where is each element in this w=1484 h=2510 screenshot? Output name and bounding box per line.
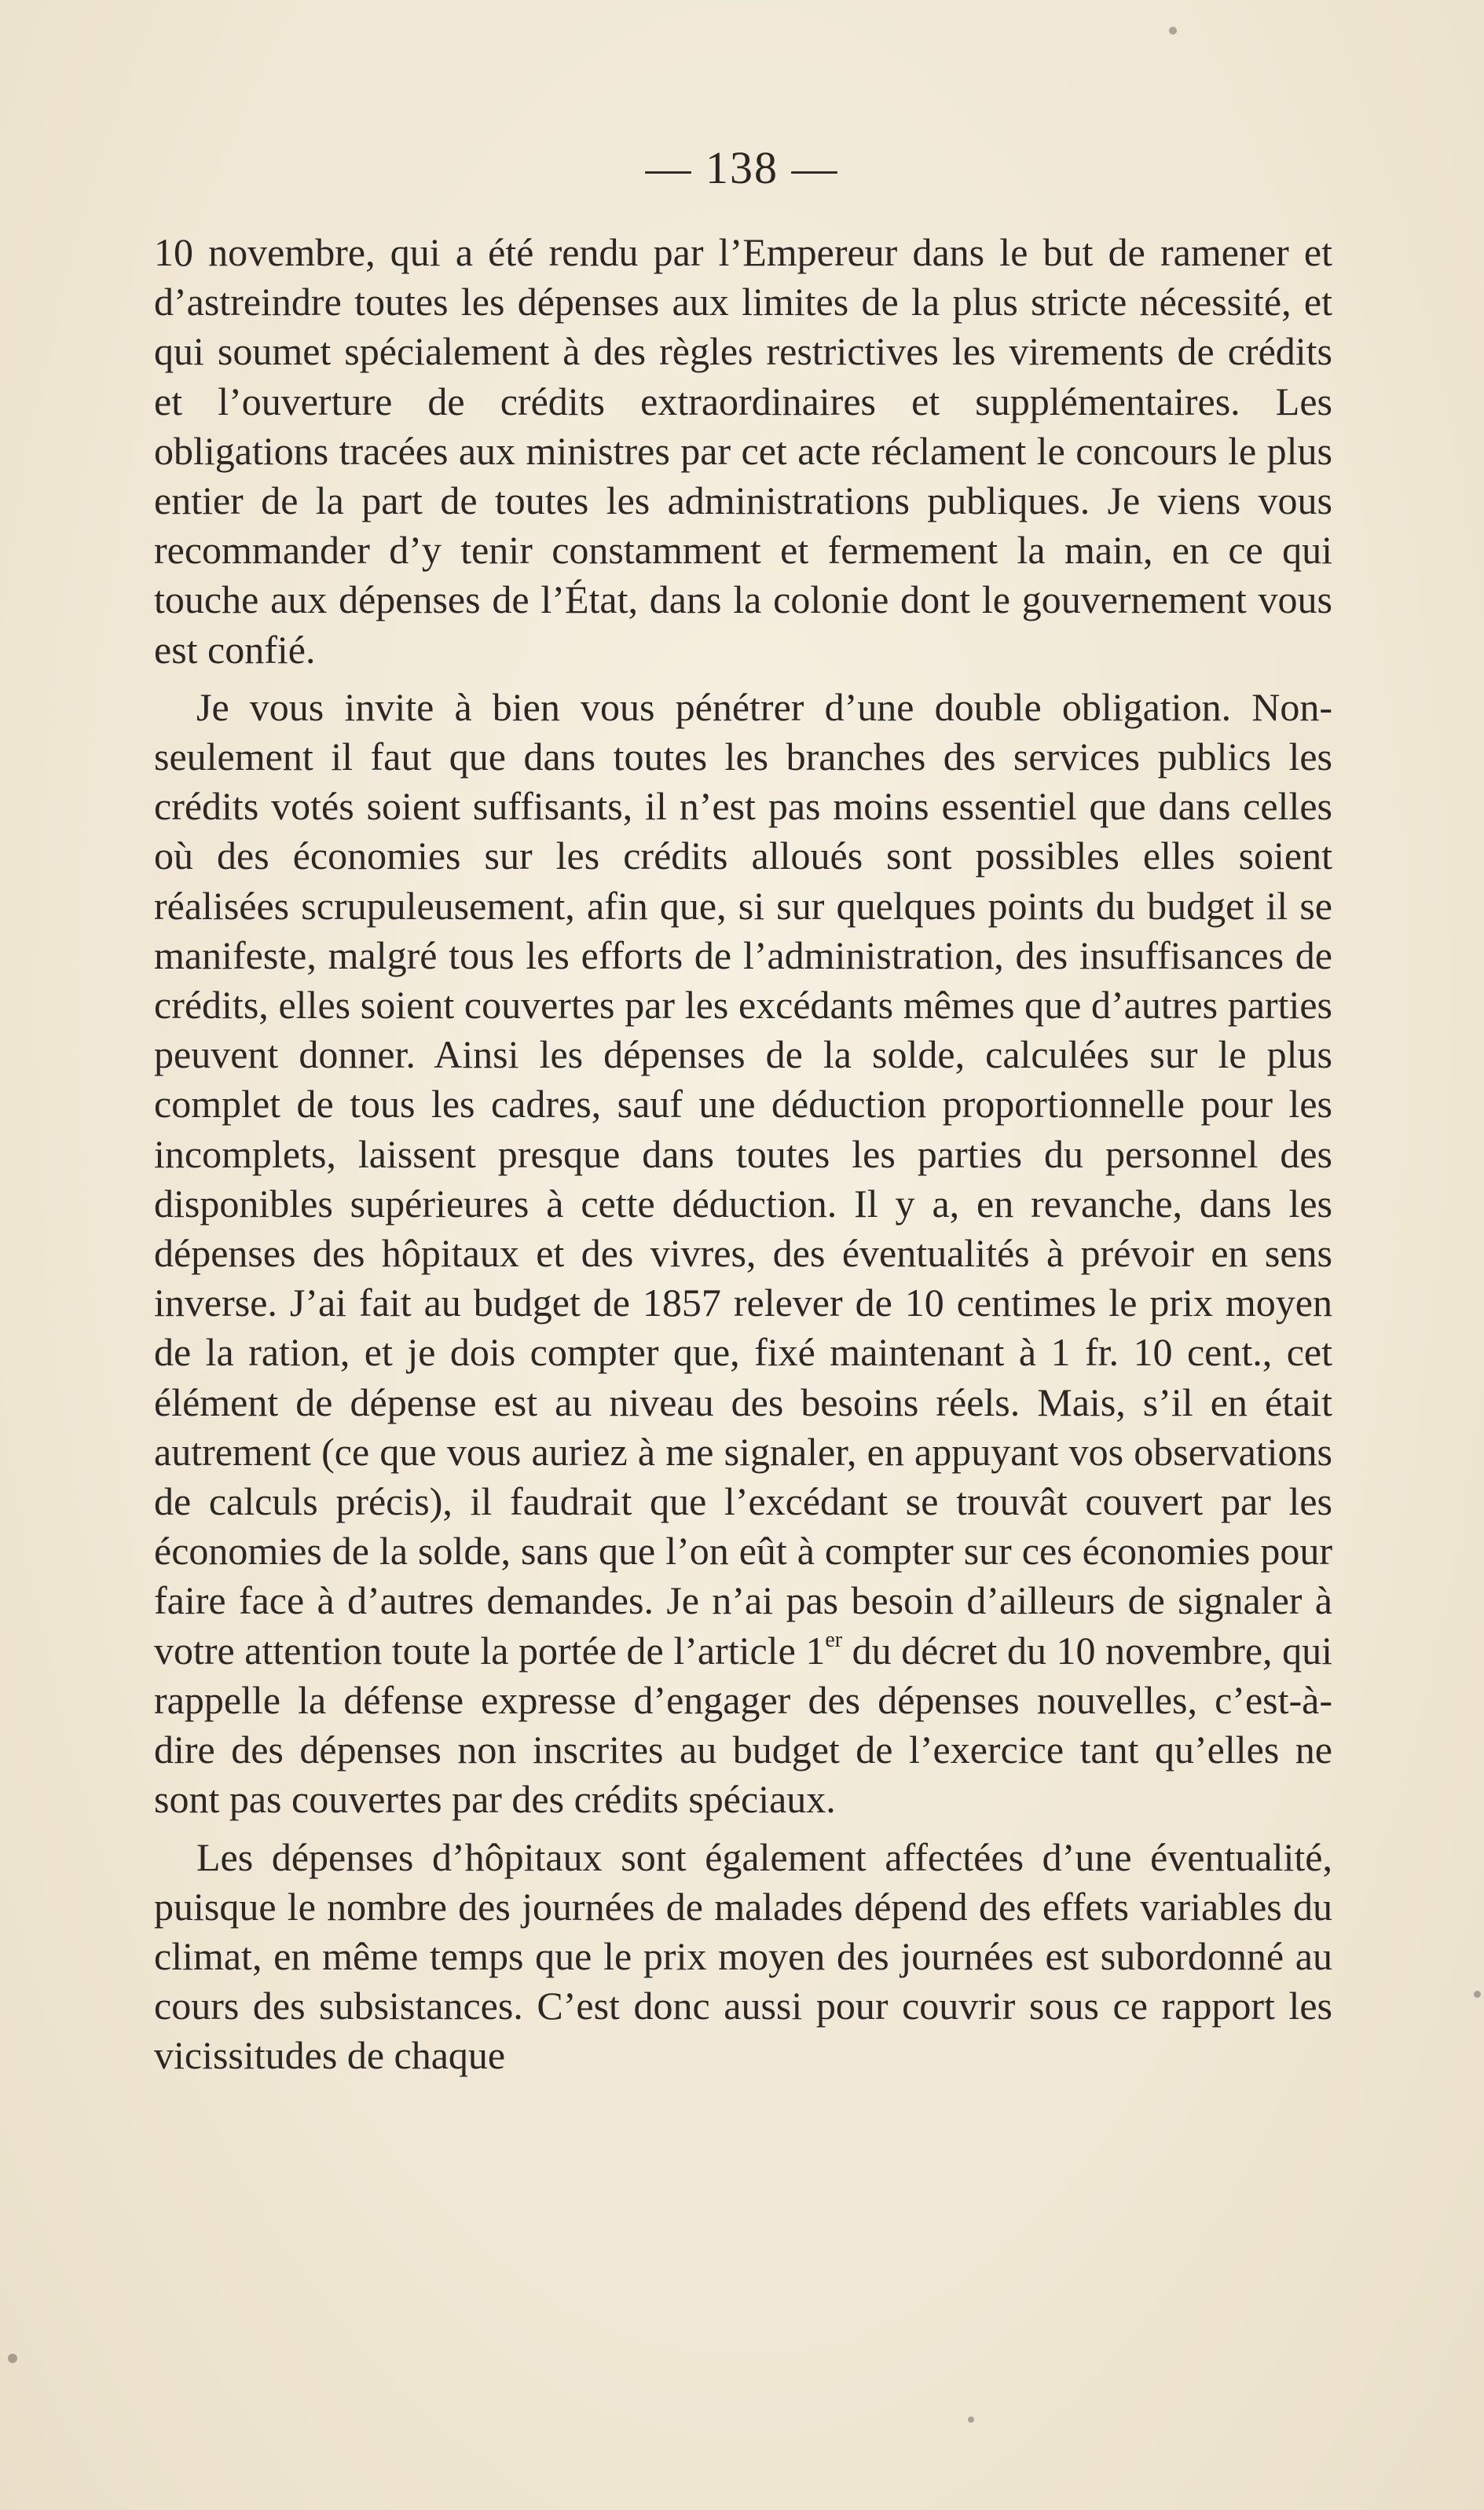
paper-speck	[968, 2417, 974, 2423]
paragraph-1: 10 novembre, qui a été rendu par l’Empereur dans le but de ramener et d’astreindre toutes les dépenses aux limites de la plus stricte nécessité, et qui soumet spécialement à des règles restrictives les virements de crédits et l’ouverture de crédits extraordinaires et supplémentaires. Les obligations tracées aux ministres par cet acte réclament le concours le plus entier de la part de toutes les administrations publiques. Je viens vous recommander d’y tenir constamment et fermement la main, en ce qui touche aux dépenses de l’État, dans la colonie dont le gouvernement vous est confié.	[154, 230, 1332, 672]
page-body	[154, 228, 1332, 2081]
paper-speck	[8, 2354, 17, 2363]
paragraph-2	[154, 683, 1332, 1825]
paper-speck	[1169, 27, 1177, 35]
paragraph-2-tail: du décret du 10 novembre, qui rappelle la défense expresse d’engager des dépenses nouvelles, c’est-à-dire des dépenses non inscrites au budget de l’exercice tant qu’elles ne sont pas couvertes par des crédits spéciaux.	[154, 1628, 1333, 1822]
article-number: 1	[805, 1628, 826, 1673]
article-superscript: er	[825, 1628, 843, 1653]
page-number: — 138 —	[645, 142, 839, 193]
paper-speck	[1474, 1991, 1481, 1998]
paragraph-3: Les dépenses d’hôpitaux sont également affectées d’une éventualité, puisque le nombre des journées de malades dépend des effets variables du climat, en même temps que le prix moyen des journées est subordonné au cours des subsistances. C’est donc aussi pour couvrir sous ce rapport les vicissitudes de chaque	[154, 1834, 1332, 2078]
paragraph-2-text: Je vous invite à bien vous pénétrer d’une double obligation. Non-seulement il faut que dans toutes les branches des services publics les crédits votés soient suffisants, il n’est pas moins essentiel que dans celles où des économies sur les crédits alloués sont possibles elles soient réalisées scrupuleusement, afin que, si sur quelques points du budget il se manifeste, malgré tous les efforts de l’administration, des insuffisances de crédits, elles soient couvertes par les excédants mêmes que d’autres parties peuvent donner. Ainsi les dépenses de la solde, calculées sur le plus complet de tous les cadres, sauf une déduction proportionnelle pour les incomplets, laissent presque dans toutes les parties du personnel des disponibles supérieures à cette déduction. Il y a, en revanche, dans les dépenses des hôpitaux et des vivres, des éventualités à prévoir en sens inverse. J’ai fait au budget de 1857 relever de 10 centimes le prix moyen de la ration, et je dois compter que, fixé maintenant à 1 fr. 10 cent., cet élément de dépense est au niveau des besoins réels. Mais, s’il en était autrement (ce que vous auriez à me signaler, en appuyant vos observations de calculs précis), il faudrait que l’excédant se trouvât couvert par les économies de la solde, sans que l’on eût à compter sur ces économies pour faire face à d’autres demandes. Je n’ai pas besoin d’ailleurs de signaler à votre attention toute la portée de l’article	[154, 684, 1332, 1673]
